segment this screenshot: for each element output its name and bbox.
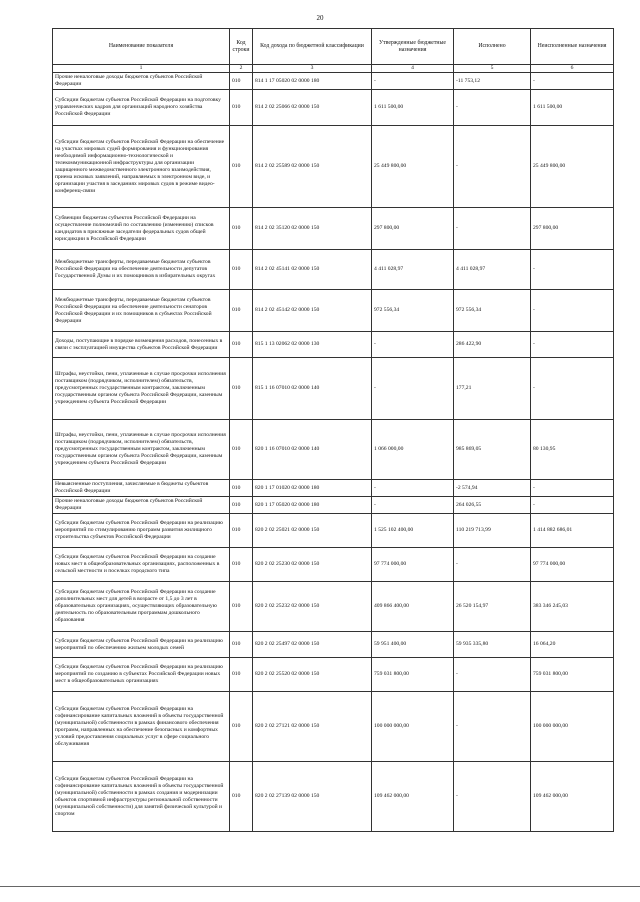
row-executed: -	[454, 548, 531, 582]
row-income-code: 820 2 02 25520 02 0000 150	[253, 658, 372, 692]
row-executed: 972 556,34	[454, 290, 531, 332]
row-executed: -	[454, 208, 531, 250]
row-income-code: 814 2 02 25066 02 0000 150	[253, 90, 372, 126]
table-row	[53, 73, 614, 90]
column-number-row	[53, 65, 614, 73]
row-executed: 985 869,05	[454, 420, 531, 480]
row-income-code: 820 2 02 25497 02 0000 150	[253, 632, 372, 658]
row-unexecuted: 97 774 000,00	[531, 548, 614, 582]
row-name: Межбюджетные трансферты, передаваемые бюджетам субъектов Российской Федерации на обеспечение деятельности депутатов Государственной Думы и их помощников в избирательных округах	[53, 250, 230, 290]
row-income-code: 820 1 17 05020 02 0000 180	[253, 497, 372, 514]
row-executed: 4 411 028,97	[454, 250, 531, 290]
header-approved: Утвержденные бюджетные назначения	[372, 29, 454, 65]
table-row	[53, 548, 614, 582]
row-income-code: 814 2 02 45142 02 0000 150	[253, 290, 372, 332]
row-name: Субсидии бюджетам субъектов Российской Федерации на реализацию мероприятий по созданию в субъектах Российской Федерации новых мест в общеобразовательных организациях	[53, 658, 230, 692]
row-executed: 286 422,90	[454, 332, 531, 358]
row-code: 010	[230, 90, 253, 126]
row-executed: 59 935 335,80	[454, 632, 531, 658]
column-number: 3	[253, 65, 372, 73]
row-executed: 26 520 154,97	[454, 582, 531, 632]
row-approved: 1 611 500,00	[372, 90, 454, 126]
row-code: 010	[230, 658, 253, 692]
row-name: Штрафы, неустойки, пени, уплаченные в случае просрочки исполнения поставщиком (подрядчиком, исполнителем) обязательств, предусмотренных государственным контрактом, заключенным государственным органом субъекта Российской Федерации, казенным учреждением субъекта Российской Федерации	[53, 420, 230, 480]
row-name: Субсидии бюджетам субъектов Российской Федерации на создание новых мест в общеобразовательных организациях, расположенных в сельской местности и поселках городского типа	[53, 548, 230, 582]
table-row	[53, 250, 614, 290]
row-unexecuted: 16 064,20	[531, 632, 614, 658]
row-code: 010	[230, 762, 253, 832]
row-name: Субсидии бюджетам субъектов Российской Федерации на реализацию мероприятий по обеспечению жильем молодых семей	[53, 632, 230, 658]
row-income-code: 820 2 02 25232 02 0000 150	[253, 582, 372, 632]
row-income-code: 820 1 17 01020 02 0000 180	[253, 480, 372, 497]
page-number: 20	[316, 14, 324, 22]
row-executed: -	[454, 762, 531, 832]
row-income-code: 814 2 02 35120 02 0000 150	[253, 208, 372, 250]
row-income-code: 814 1 17 05020 02 0000 180	[253, 73, 372, 90]
row-code: 010	[230, 420, 253, 480]
row-code: 010	[230, 480, 253, 497]
row-approved: 1 525 102 400,00	[372, 514, 454, 548]
row-code: 010	[230, 358, 253, 420]
row-code: 010	[230, 548, 253, 582]
row-income-code: 815 1 16 07010 02 0000 140	[253, 358, 372, 420]
budget-execution-table	[52, 28, 614, 832]
row-income-code: 820 2 02 27139 02 0000 150	[253, 762, 372, 832]
row-executed: -	[454, 692, 531, 762]
row-approved: -	[372, 358, 454, 420]
row-approved: 972 556,34	[372, 290, 454, 332]
table-row	[53, 632, 614, 658]
row-income-code: 814 2 02 25589 02 0000 150	[253, 126, 372, 208]
row-code: 010	[230, 632, 253, 658]
header-code: Код строки	[230, 29, 253, 65]
row-approved: 297 800,00	[372, 208, 454, 250]
row-unexecuted: 25 449 800,00	[531, 126, 614, 208]
row-name: Межбюджетные трансферты, передаваемые бюджетам субъектов Российской Федерации на обеспечение деятельности сенаторов Российской Федерации и их помощников в субъектах Российской Федерации	[53, 290, 230, 332]
row-income-code: 814 2 02 45141 02 0000 150	[253, 250, 372, 290]
header-unexecuted: Неисполненные назначения	[531, 29, 614, 65]
row-name: Доходы, поступающие в порядке возмещения расходов, понесенных в связи с эксплуатацией имущества субъектов Российской Федерации	[53, 332, 230, 358]
row-unexecuted: 1 611 500,00	[531, 90, 614, 126]
column-number: 2	[230, 65, 253, 73]
row-executed: -	[454, 658, 531, 692]
row-approved: -	[372, 332, 454, 358]
row-executed: -	[454, 126, 531, 208]
row-executed: 177,21	[454, 358, 531, 420]
row-name: Штрафы, неустойки, пени, уплаченные в случае просрочки исполнения поставщиком (подрядчиком, исполнителем) обязательств, предусмотренных государственным контрактом, заключенным государственным органом субъекта Российской Федерации, казенным учреждением субъекта Российской Федерации	[53, 358, 230, 420]
table-row	[53, 480, 614, 497]
row-unexecuted: 297 800,00	[531, 208, 614, 250]
row-code: 010	[230, 692, 253, 762]
table-row	[53, 582, 614, 632]
header-name: Наименование показателя	[53, 29, 230, 65]
row-name: Субвенции бюджетам субъектов Российской Федерации на осуществление полномочий по составлению (изменению) списков кандидатов в присяжные заседатели федеральных судов общей юрисдикции в Российской Федерации	[53, 208, 230, 250]
row-unexecuted: -	[531, 497, 614, 514]
row-unexecuted: -	[531, 480, 614, 497]
row-executed: -2 574,94	[454, 480, 531, 497]
row-income-code: 815 1 13 02062 02 0000 130	[253, 332, 372, 358]
table-row	[53, 658, 614, 692]
row-approved: 109 462 000,00	[372, 762, 454, 832]
row-code: 010	[230, 332, 253, 358]
table-row	[53, 358, 614, 420]
table-row	[53, 90, 614, 126]
row-unexecuted: -	[531, 332, 614, 358]
column-number: 4	[372, 65, 454, 73]
row-approved: -	[372, 73, 454, 90]
row-name: Невыясненные поступления, зачисляемые в бюджеты субъектов Российской Федерации	[53, 480, 230, 497]
row-name: Субсидии бюджетам субъектов Российской Федерации на софинансирование капитальных вложений в объекты государственной (муниципальной) собственности в рамках создания и модернизации объектов спортивной инфраструктуры региональной собственности (муниципальной собственности) для занятий физической культурой и спортом	[53, 762, 230, 832]
row-unexecuted: 100 000 000,00	[531, 692, 614, 762]
row-executed: -	[454, 90, 531, 126]
row-unexecuted: 109 462 000,00	[531, 762, 614, 832]
header-income-code: Код дохода по бюджетной классификации	[253, 29, 372, 65]
table-row	[53, 290, 614, 332]
row-name: Прочие неналоговые доходы бюджетов субъектов Российской Федерации	[53, 73, 230, 90]
row-unexecuted: 80 130,95	[531, 420, 614, 480]
row-name: Субсидии бюджетам субъектов Российской Федерации на подготовку управленческих кадров для организаций народного хозяйства Российской Федерации	[53, 90, 230, 126]
row-unexecuted: -	[531, 250, 614, 290]
row-code: 010	[230, 126, 253, 208]
row-code: 010	[230, 497, 253, 514]
table-row	[53, 332, 614, 358]
column-number: 5	[454, 65, 531, 73]
table-row	[53, 208, 614, 250]
row-income-code: 820 2 02 25021 02 0000 150	[253, 514, 372, 548]
row-executed: 110 219 713,99	[454, 514, 531, 548]
row-approved: 59 951 400,00	[372, 632, 454, 658]
header-executed: Исполнено	[454, 29, 531, 65]
row-name: Субсидии бюджетам субъектов Российской Федерации на обеспечение на участках мировых судей формирования и функционирования необходимой информационно-технологической и телекоммуникационной инфраструктуры для организации защищенного межведомственного электронного взаимодействия, приема исковых заявлений, направляемых в электронном виде, и организации участия в заседаниях мировых судов в режиме видео-конференц-связи	[53, 126, 230, 208]
row-approved: 759 031 800,00	[372, 658, 454, 692]
row-unexecuted: -	[531, 73, 614, 90]
row-code: 010	[230, 73, 253, 90]
row-code: 010	[230, 582, 253, 632]
row-executed: 264 026,55	[454, 497, 531, 514]
row-approved: 1 066 000,00	[372, 420, 454, 480]
row-unexecuted: -	[531, 290, 614, 332]
table-row	[53, 762, 614, 832]
header-row	[53, 29, 614, 65]
row-code: 010	[230, 208, 253, 250]
row-income-code: 820 2 02 27121 02 0000 150	[253, 692, 372, 762]
row-name: Субсидии бюджетам субъектов Российской Федерации на создание дополнительных мест для детей в возрасте от 1,5 до 3 лет в образовательных организациях, осуществляющих образовательную деятельность по образовательным программам дошкольного образования	[53, 582, 230, 632]
row-approved: 97 774 000,00	[372, 548, 454, 582]
table-row	[53, 126, 614, 208]
row-income-code: 820 1 16 07010 02 0000 140	[253, 420, 372, 480]
row-income-code: 820 2 02 25230 02 0000 150	[253, 548, 372, 582]
row-approved: 100 000 000,00	[372, 692, 454, 762]
row-name: Субсидии бюджетам субъектов Российской Федерации на реализацию мероприятий по стимулированию программ развития жилищного строительства субъектов Российской Федерации	[53, 514, 230, 548]
table-row	[53, 692, 614, 762]
footer-rule	[0, 886, 640, 887]
row-code: 010	[230, 514, 253, 548]
row-approved: 4 411 028,97	[372, 250, 454, 290]
row-unexecuted: 759 031 800,00	[531, 658, 614, 692]
row-code: 010	[230, 250, 253, 290]
row-approved: -	[372, 497, 454, 514]
row-code: 010	[230, 290, 253, 332]
table-row	[53, 420, 614, 480]
row-executed: -11 753,12	[454, 73, 531, 90]
row-name: Прочие неналоговые доходы бюджетов субъектов Российской Федерации	[53, 497, 230, 514]
table-row	[53, 497, 614, 514]
column-number: 1	[53, 65, 230, 73]
row-unexecuted: 383 346 245,03	[531, 582, 614, 632]
row-unexecuted: -	[531, 358, 614, 420]
row-approved: 25 449 800,00	[372, 126, 454, 208]
row-approved: 409 866 400,00	[372, 582, 454, 632]
table-row	[53, 514, 614, 548]
row-approved: -	[372, 480, 454, 497]
column-number: 6	[531, 65, 614, 73]
row-name: Субсидии бюджетам субъектов Российской Федерации на софинансирование капитальных вложений в объекты государственной (муниципальной) собственности в рамках финансового обеспечения программ, направленных на обеспечение безопасных и комфортных условий предоставления социальных услуг в сфере социального обслуживания	[53, 692, 230, 762]
row-unexecuted: 1 414 882 686,01	[531, 514, 614, 548]
